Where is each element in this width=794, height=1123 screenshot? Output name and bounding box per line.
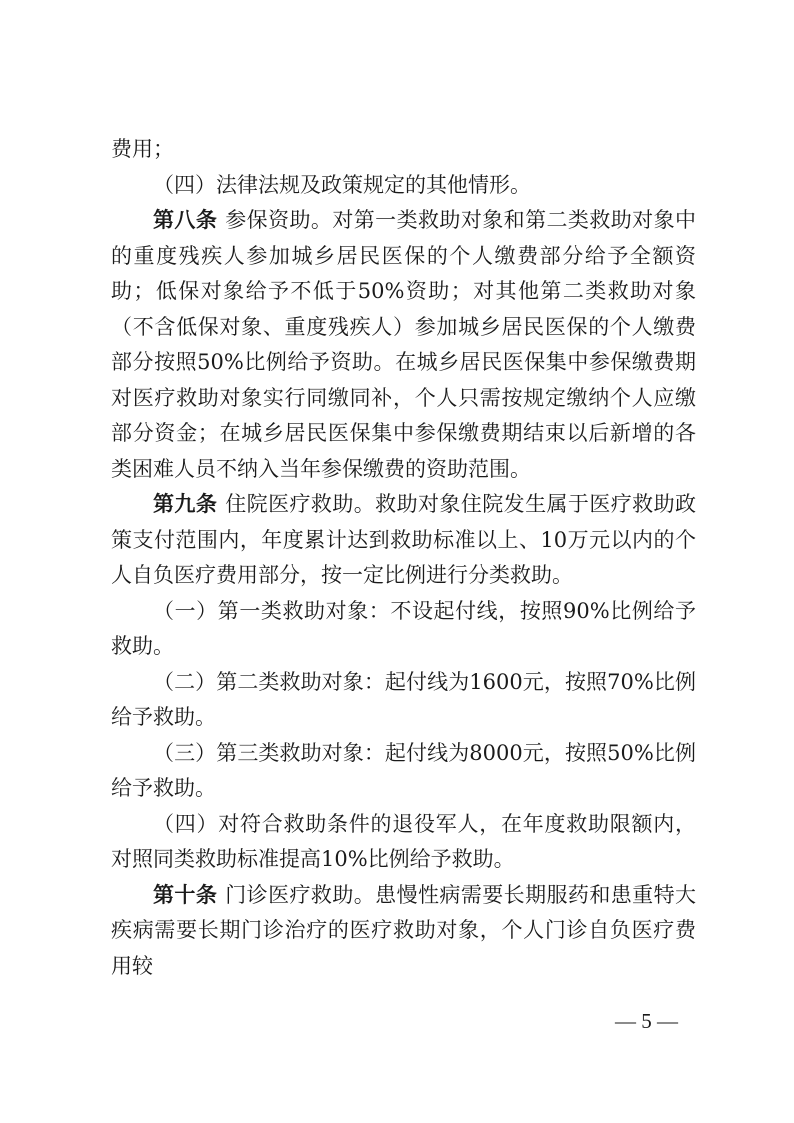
paragraph-text: 住院医疗救助。救助对象住院发生属于医疗救助政策支付范围内，年度累计达到救助标准以上、10万元以内的个人自负医疗费用部分，按一定比例进行分类救助。	[111, 492, 696, 587]
paragraph	[111, 132, 696, 168]
paragraph-text: （四）对符合救助条件的退役军人，在年度救助限额内，对照同类救助标准提高10%比例给予救助。	[111, 811, 696, 871]
paragraph	[111, 665, 696, 736]
paragraph	[111, 168, 696, 204]
paragraph	[111, 807, 696, 878]
article-9	[111, 487, 696, 594]
article-heading: 第十条	[153, 882, 218, 907]
article-10	[111, 878, 696, 985]
paragraph-text: 门诊医疗救助。患慢性病需要长期服药和患重特大疾病需要长期门诊治疗的医疗救助对象，个人门诊自负医疗费用较	[111, 882, 696, 978]
paragraph-text: （三）第三类救助对象：起付线为8000元，按照50%比例给予救助。	[111, 740, 696, 800]
article-8	[111, 203, 696, 487]
paragraph-text: （四）法律法规及政策规定的其他情形。	[153, 172, 531, 197]
article-heading: 第八条	[153, 208, 218, 232]
document-body	[111, 132, 696, 984]
paragraph	[111, 736, 696, 807]
page-number: — 5 —	[615, 1009, 678, 1033]
article-heading: 第九条	[153, 492, 218, 516]
paragraph	[111, 594, 696, 665]
paragraph-text: （一）第一类救助对象：不设起付线，按照90%比例给予救助。	[111, 598, 696, 658]
paragraph-text: （二）第二类救助对象：起付线为1600元，按照70%比例给予救助。	[111, 669, 696, 729]
paragraph-text: 参保资助。对第一类救助对象和第二类救助对象中的重度残疾人参加城乡居民医保的个人缴费部分给予全额资助；低保对象给予不低于50%资助；对其他第二类救助对象（不含低保对象、重度残疾人）参加城乡居民医保的个人缴费部分按照50%比例给予资助。在城乡居民医保集中参保缴费期对医疗救助对象实行同缴同补，个人只需按规定缴纳个人应缴部分资金；在城乡居民医保集中参保缴费期结束以后新增的各类困难人员不纳入当年参保缴费的资助范围。	[111, 208, 696, 481]
paragraph-text: 费用；	[111, 137, 174, 161]
